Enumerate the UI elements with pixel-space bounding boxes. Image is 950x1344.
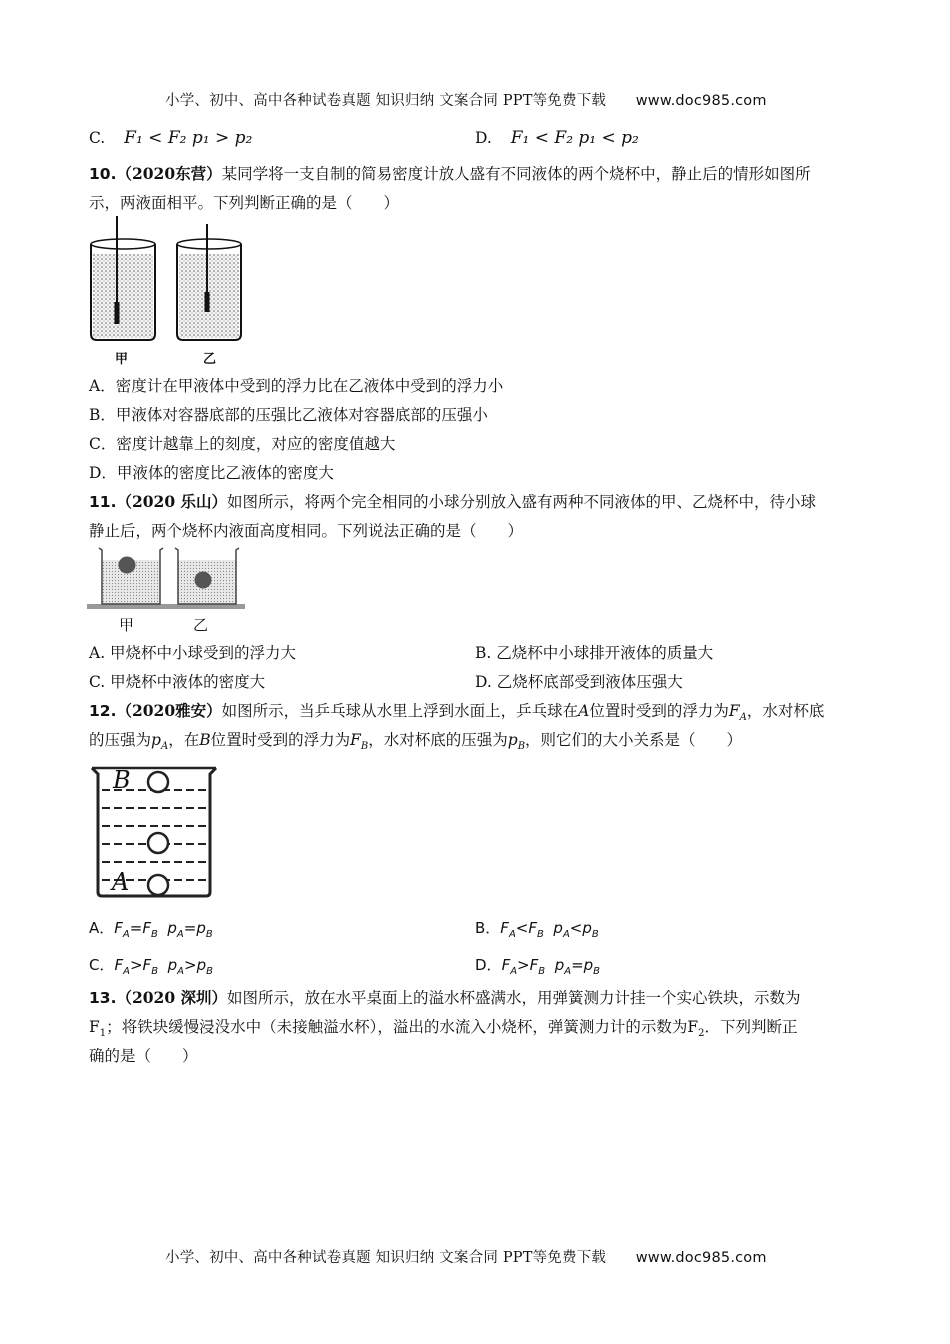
q10-fig-label-yi: 乙	[203, 352, 217, 367]
q11-beaker-figure	[87, 546, 247, 612]
page-footer	[165, 1246, 767, 1267]
q9-option-c-formula: F₁ < F₂ p₁ > p₂	[124, 128, 253, 148]
q11-fig-label-jia: 甲	[119, 616, 135, 634]
q12-stem-line1: 12.（2020雅安）如图所示，当乒乓球从水里上浮到水面上，乒乓球在A位置时受到的浮力为$F_A$，水对杯底	[89, 701, 825, 724]
q11-option-b: B. 乙烧杯中小球排开液体的质量大	[475, 644, 714, 662]
q13-stem-line3: 确的是（ ）	[89, 1047, 198, 1065]
q12-pingpong-figure	[88, 764, 220, 900]
q12-fig-label-b: B	[113, 766, 131, 794]
q13-stem-line2: $F_1$；将铁块缓慢浸没水中（未接触溢水杯），溢出的水流入小烧杯，弹簧测力计的示数为$F_2$．下列判断正	[89, 1018, 798, 1040]
q11-fig-label-yi: 乙	[193, 616, 209, 634]
q9-option-d: D. F₁ < F₂ p₁ < p₂	[475, 128, 639, 148]
q12-fig-label-a: A	[112, 868, 130, 896]
q10-stem-line2: 示，两液面相平。下列判断正确的是（ ）	[89, 194, 400, 212]
q9-option-d-formula: F₁ < F₂ p₁ < p₂	[510, 128, 639, 148]
q10-fig-label-jia: 甲	[115, 352, 129, 367]
q12-option-b: B．$F_A<F_B$ $p_A<p_B$	[475, 919, 599, 940]
header-text: 小学、初中、高中各种试卷真题 知识归纳 文案合同 PPT等免费下载	[165, 93, 607, 109]
header-url: www.doc985.com	[635, 93, 767, 109]
footer-text: 小学、初中、高中各种试卷真题 知识归纳 文案合同 PPT等免费下载	[165, 1250, 607, 1266]
q10-option-c: C．密度计越靠上的刻度，对应的密度值越大	[89, 435, 396, 453]
q11-option-a: A. 甲烧杯中小球受到的浮力大	[89, 644, 297, 662]
q11-stem-line2: 静止后，两个烧杯内液面高度相同。下列说法正确的是（ ）	[89, 522, 524, 540]
q12-option-a: A．$F_A=F_B$ $p_A=p_B$	[89, 919, 213, 940]
q12-option-d: D．$F_A>F_B$ $p_A=p_B$	[475, 956, 601, 977]
q10-stem-line1: 10.（2020东营）某同学将一支自制的简易密度计放人盛有不同液体的两个烧杯中，静止后的情形如图所	[89, 164, 811, 183]
q9-option-c: C. F₁ < F₂ p₁ > p₂	[89, 128, 253, 148]
q13-stem-line1: 13.（2020 深圳）如图所示，放在水平桌面上的溢水杯盛满水，用弹簧测力计挂一个实心铁块，示数为	[89, 988, 801, 1007]
q11-option-d: D. 乙烧杯底部受到液体压强大	[475, 673, 683, 691]
q10-option-b: B．甲液体对容器底部的压强比乙液体对容器底部的压强小	[89, 406, 488, 424]
q12-option-c: C．$F_A>F_B$ $p_A>p_B$	[89, 956, 213, 977]
q10-option-d: D．甲液体的密度比乙液体的密度大	[89, 464, 334, 482]
q11-stem-line1: 11.（2020 乐山）如图所示，将两个完全相同的小球分别放入盛有两种不同液体的甲、乙烧杯中，待小球	[89, 492, 817, 511]
page-header	[165, 89, 767, 110]
q10-option-a: A．密度计在甲液体中受到的浮力比在乙液体中受到的浮力小	[89, 377, 504, 395]
q11-option-c: C. 甲烧杯中液体的密度大	[89, 673, 266, 691]
q12-stem-line2: 的压强为$p_A$，在B位置时受到的浮力为$F_B$，水对杯底的压强为$p_B$，则它们的大小关系是（ ）	[89, 731, 743, 753]
footer-url: www.doc985.com	[635, 1250, 767, 1266]
